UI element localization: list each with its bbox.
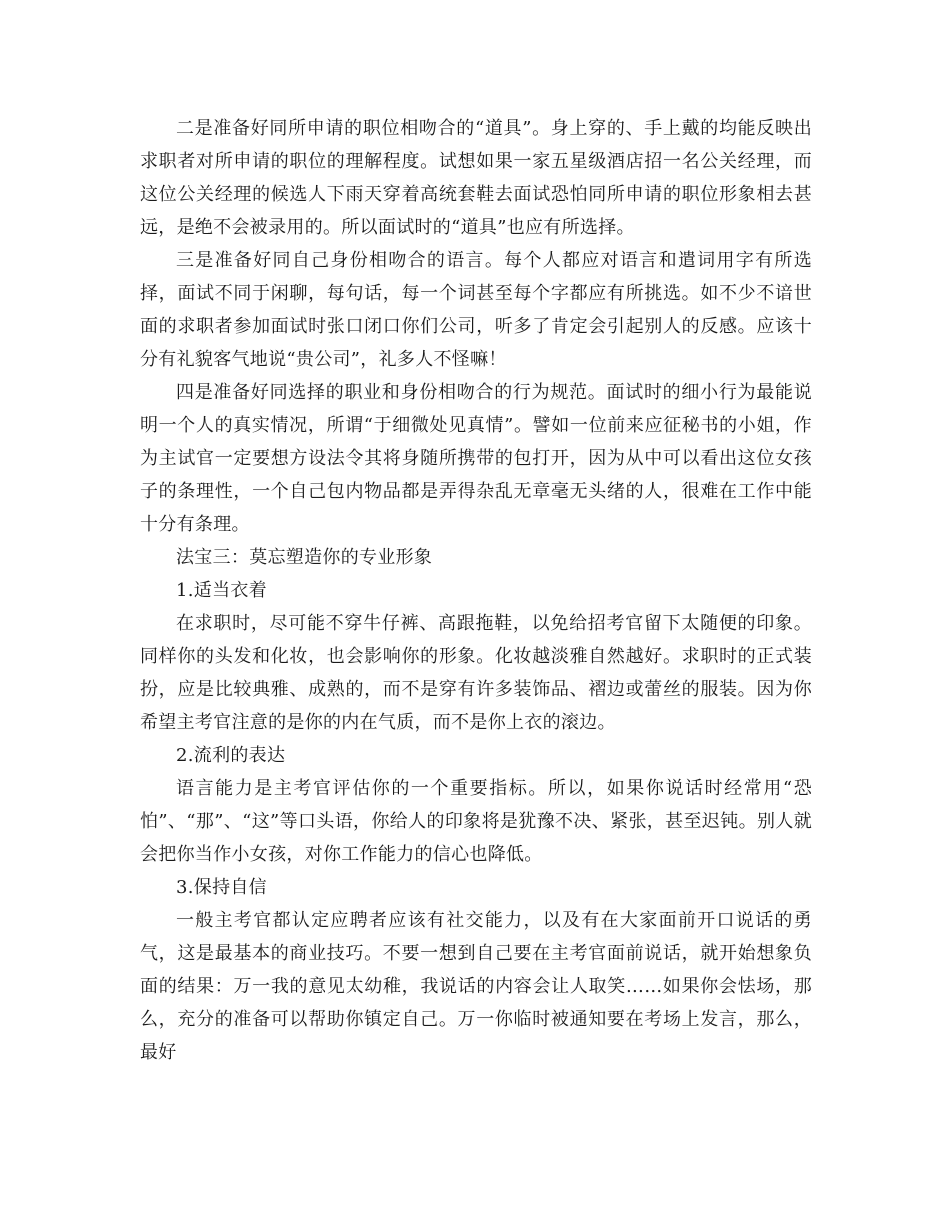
section-heading-tip-three: 法宝三：莫忘塑造你的专业形象 bbox=[176, 547, 433, 568]
paragraph-expression: 语言能力是主考官评估你的一个重要指标。所以，如果你说话时经常用“恐怕”、“那”、“这”等口头语，你给人的印象将是犹豫不决、紧张，甚至迟钝。别人就会把你当作小女孩，对你工作能力的信心也降低。 bbox=[140, 778, 812, 865]
subheading-confidence: 3.保持自信 bbox=[176, 877, 267, 898]
subheading-expression: 2.流利的表达 bbox=[176, 745, 286, 766]
paragraph-confidence: 一般主考官都认定应聘者应该有社交能力，以及有在大家面前开口说话的勇气，这是最基本的商业技巧。不要一想到自己要在主考官面前说话，就开始想象负面的结果：万一我的意见太幼稚，我说话的内容会让人取笑……如果你会怯场，那么，充分的准备可以帮助你镇定自己。万一你临时被通知要在考场上发言，那么，最好 bbox=[140, 910, 812, 1063]
document-body bbox=[140, 112, 812, 1069]
paragraph-props: 二是准备好同所申请的职位相吻合的“道具”。身上穿的、手上戴的均能反映出求职者对所申请的职位的理解程度。试想如果一家五星级酒店招一名公关经理，而这位公关经理的候选人下雨天穿着高统套鞋去面试恐怕同所申请的职位形象相去甚远，是绝不会被录用的。所以面试时的“道具”也应有所选择。 bbox=[140, 118, 812, 238]
paragraph-language: 三是准备好同自己身份相吻合的语言。每个人都应对语言和遣词用字有所选择，面试不同于闲聊，每句话，每一个词甚至每个字都应有所挑选。如不少不谙世面的求职者参加面试时张口闭口你们公司，听多了肯定会引起别人的反感。应该十分有礼貌客气地说“贵公司”，礼多人不怪嘛！ bbox=[140, 250, 812, 370]
subheading-attire: 1.适当衣着 bbox=[176, 580, 267, 601]
paragraph-attire: 在求职时，尽可能不穿牛仔裤、高跟拖鞋，以免给招考官留下太随便的印象。同样你的头发和化妆，也会影响你的形象。化妆越淡雅自然越好。求职时的正式装扮，应是比较典雅、成熟的，而不是穿有许多装饰品、褶边或蕾丝的服装。因为你希望主考官注意的是你的内在气质，而不是你上衣的滚边。 bbox=[140, 613, 812, 733]
paragraph-behavior: 四是准备好同选择的职业和身份相吻合的行为规范。面试时的细小行为最能说明一个人的真实情况，所谓“于细微处见真情”。譬如一位前来应征秘书的小姐，作为主试官一定要想方设法令其将身随所携带的包打开，因为从中可以看出这位女孩子的条理性，一个自己包内物品都是弄得杂乱无章毫无头绪的人，很难在工作中能十分有条理。 bbox=[140, 382, 812, 535]
